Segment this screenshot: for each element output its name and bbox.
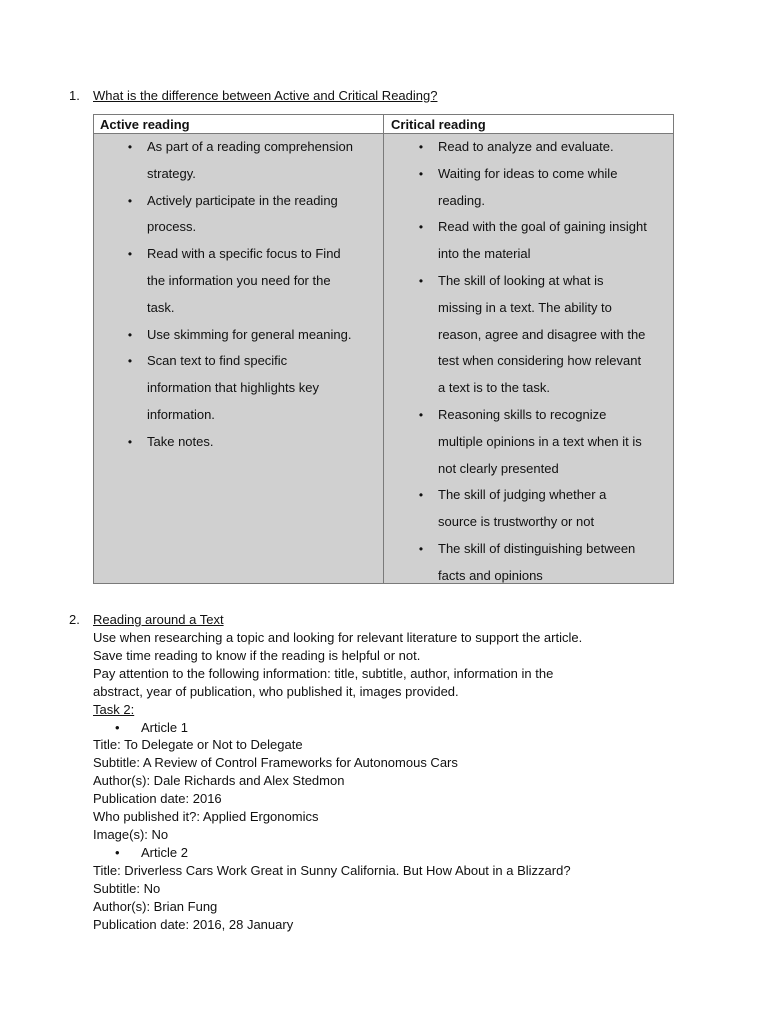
- list-item: [416, 161, 666, 188]
- text-line: Publication date: 2016: [93, 791, 222, 807]
- bullet-icon: •: [418, 273, 424, 288]
- list-item: [416, 429, 666, 456]
- list-item-text: strategy.: [147, 165, 196, 181]
- list-item-text: Take notes.: [147, 433, 214, 449]
- bullet-icon: •: [127, 327, 133, 342]
- list-item: [416, 241, 666, 268]
- bullet-icon: •: [127, 193, 133, 208]
- list-item-text: Use skimming for general meaning.: [147, 326, 352, 342]
- bullet-icon: •: [115, 719, 120, 735]
- text-line: Pay attention to the following information: title, subtitle, author, information in the: [93, 665, 554, 681]
- list-item: [125, 241, 375, 268]
- list-item-text: reading.: [438, 192, 485, 208]
- text-line: Title: To Delegate or Not to Delegate: [93, 737, 303, 753]
- bullet-icon: •: [115, 844, 120, 860]
- list-item-text: into the material: [438, 246, 531, 262]
- list-item-text: As part of a reading comprehension: [147, 139, 353, 154]
- list-item: [416, 375, 666, 402]
- text-line: Use when researching a topic and looking for relevant literature to support the article.: [93, 630, 583, 645]
- list-item-text: The skill of looking at what is: [438, 272, 604, 288]
- list-item-text: missing in a text. The ability to: [438, 299, 612, 315]
- article-list-item: [93, 844, 713, 862]
- list-item-text: task.: [147, 299, 175, 315]
- list-item: [125, 322, 375, 349]
- list-item: [416, 268, 666, 295]
- list-item: [416, 563, 666, 590]
- list-item: [125, 268, 375, 295]
- bullet-icon: •: [418, 488, 424, 503]
- section-1-heading: What is the difference between Active and Critical Reading?: [93, 88, 438, 103]
- list-item: [416, 348, 666, 375]
- section-1-number: 1.: [69, 88, 80, 103]
- list-item: [125, 402, 375, 429]
- list-item: [416, 322, 666, 349]
- list-item-text: Read to analyze and evaluate.: [438, 139, 614, 154]
- list-item-text: reason, agree and disagree with the: [438, 326, 646, 342]
- active-reading-list: [125, 134, 375, 456]
- list-item: [416, 188, 666, 215]
- text-line: Image(s): No: [93, 826, 169, 842]
- list-item: [416, 482, 666, 509]
- text-line: Subtitle: No: [93, 880, 161, 896]
- list-item: [125, 188, 375, 215]
- list-item: [125, 134, 375, 161]
- list-item-text: The skill of distinguishing between: [438, 540, 636, 556]
- column-divider: [383, 115, 384, 583]
- list-item: [416, 402, 666, 429]
- comparison-table: [93, 114, 674, 584]
- list-item: [125, 214, 375, 241]
- article-label: Article 2: [141, 844, 188, 860]
- list-item-text: Reasoning skills to recognize: [438, 406, 607, 422]
- list-item-text: process.: [147, 219, 197, 235]
- list-item: [125, 429, 375, 456]
- list-item-text: source is trustworthy or not: [438, 514, 595, 530]
- list-item-text: The skill of judging whether a: [438, 487, 607, 503]
- list-item: [416, 509, 666, 536]
- table-header-critical-reading: Critical reading: [391, 117, 486, 132]
- bullet-icon: •: [127, 140, 133, 154]
- text-line: Publication date: 2016, 28 January: [93, 916, 294, 932]
- table-header-active-reading: Active reading: [100, 117, 190, 132]
- list-item-text: a text is to the task.: [438, 380, 550, 396]
- list-item: [416, 456, 666, 483]
- list-item-text: Read with the goal of gaining insight: [438, 219, 647, 235]
- list-item: [125, 161, 375, 188]
- section-2-number: 2.: [69, 612, 80, 627]
- bullet-icon: •: [127, 434, 133, 449]
- text-line: Subtitle: A Review of Control Frameworks for Autonomous Cars: [93, 755, 458, 771]
- list-item-text: multiple opinions in a text when it is: [438, 433, 642, 449]
- list-item-text: not clearly presented: [438, 460, 559, 476]
- list-item-text: Read with a specific focus to Find: [147, 246, 341, 262]
- list-item: [125, 295, 375, 322]
- list-item: [416, 134, 666, 161]
- text-line: Who published it?: Applied Ergonomics: [93, 809, 319, 825]
- article-label: Article 1: [141, 719, 188, 735]
- bullet-icon: •: [418, 140, 424, 154]
- bullet-icon: •: [127, 354, 133, 369]
- list-item-text: facts and opinions: [438, 567, 543, 583]
- text-line: Author(s): Brian Fung: [93, 898, 218, 914]
- critical-reading-list: [416, 134, 666, 590]
- list-item-text: Scan text to find specific: [147, 353, 288, 369]
- list-item: [416, 295, 666, 322]
- list-item-text: Actively participate in the reading: [147, 192, 338, 208]
- bullet-icon: •: [418, 407, 424, 422]
- list-item-text: information that highlights key: [147, 380, 319, 396]
- section-2-body: [93, 629, 713, 933]
- list-item-text: information.: [147, 406, 215, 422]
- list-item-text: test when considering how relevant: [438, 353, 642, 369]
- bullet-icon: •: [418, 541, 424, 556]
- article-list-item: [93, 719, 713, 737]
- task-label: Task 2:: [93, 701, 135, 717]
- list-item: [125, 375, 375, 402]
- bullet-icon: •: [127, 247, 133, 262]
- list-item: [416, 536, 666, 563]
- list-item: [416, 214, 666, 241]
- section-2-heading: Reading around a Text: [93, 612, 224, 627]
- text-line: Author(s): Dale Richards and Alex Stedmon: [93, 773, 345, 789]
- list-item: [125, 348, 375, 375]
- text-line: Save time reading to know if the reading is helpful or not.: [93, 647, 421, 663]
- list-item-text: the information you need for the: [147, 272, 331, 288]
- text-line: abstract, year of publication, who published it, images provided.: [93, 683, 459, 699]
- list-item-text: Waiting for ideas to come while: [438, 165, 618, 181]
- text-line: Title: Driverless Cars Work Great in Sunny California. But How About in a Blizzard?: [93, 862, 571, 878]
- bullet-icon: •: [418, 166, 424, 181]
- bullet-icon: •: [418, 220, 424, 235]
